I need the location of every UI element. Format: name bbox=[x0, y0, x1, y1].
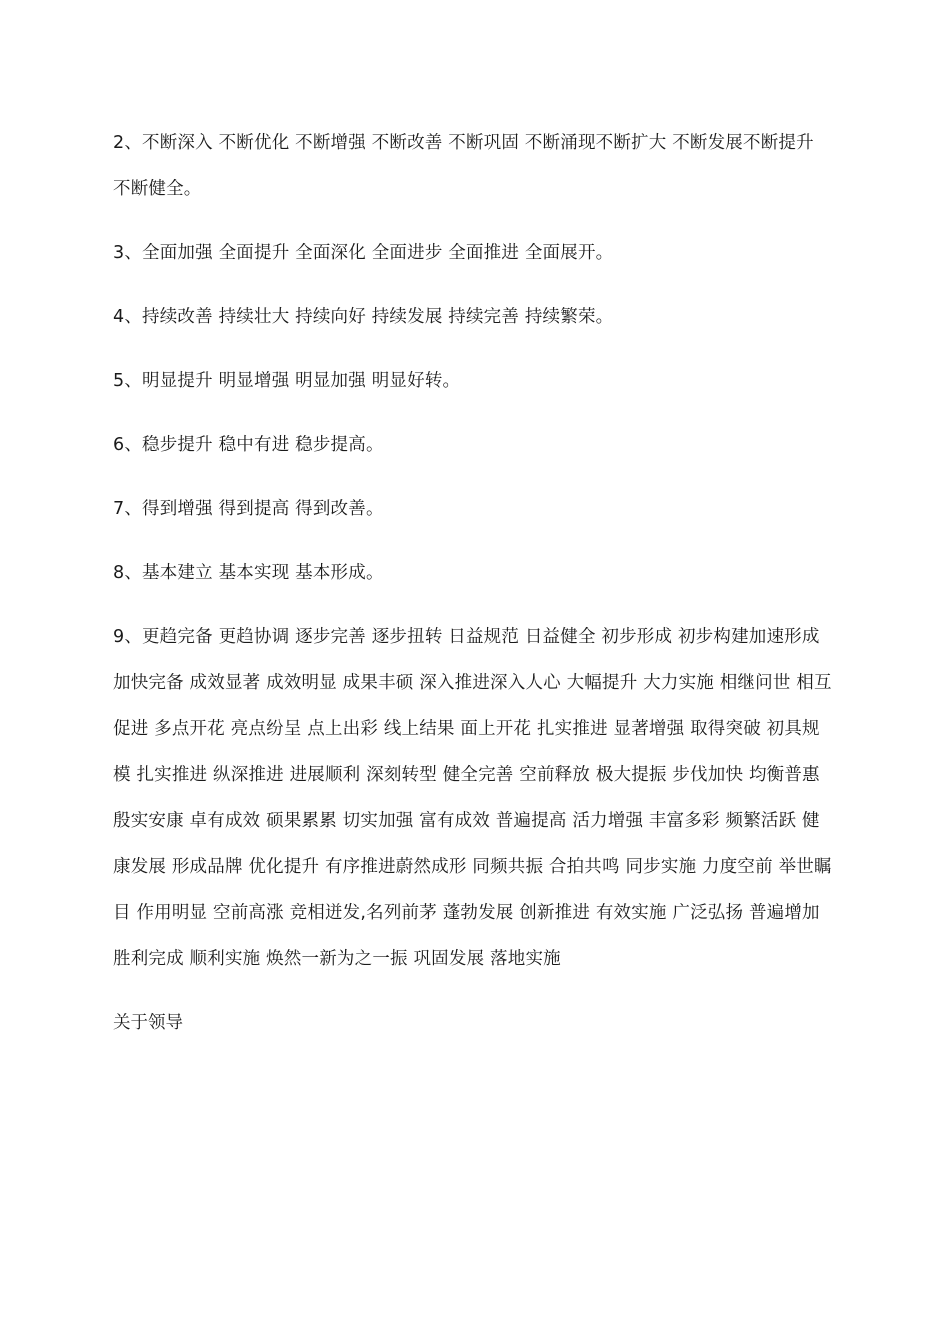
list-item-7: 7、得到增强 得到提高 得到改善。 bbox=[113, 499, 384, 519]
list-item-5: 5、明显提升 明显增强 明显加强 明显好转。 bbox=[113, 371, 461, 391]
list-item-3: 3、全面加强 全面提升 全面深化 全面进步 全面推进 全面展开。 bbox=[113, 243, 614, 263]
document-page bbox=[113, 120, 833, 1046]
section-heading: 关于领导 bbox=[113, 1013, 183, 1033]
list-item-8: 8、基本建立 基本实现 基本形成。 bbox=[113, 563, 384, 583]
list-item-2: 2、不断深入 不断优化 不断增强 不断改善 不断巩固 不断涌现不断扩大 不断发展不断提升 不断健全。 bbox=[113, 133, 814, 199]
list-item-4: 4、持续改善 持续壮大 持续向好 持续发展 持续完善 持续繁荣。 bbox=[113, 307, 614, 327]
list-item-6: 6、稳步提升 稳中有进 稳步提高。 bbox=[113, 435, 384, 455]
list-item-9: 9、更趋完备 更趋协调 逐步完善 逐步扭转 日益规范 日益健全 初步形成 初步构建加速形成 加快完备 成效显著 成效明显 成果丰硕 深入推进深入人心 大幅提升 大力实施 相继问世 相互促进 多点开花 亮点纷呈 点上出彩 线上结果 面上开花 扎实推进 显著增强 取得突破 初具规模 扎实推进 纵深推进 进展顺利 深刻转型 健全完善 空前释放 极大提振 步伐加快 均衡普惠 殷实安康 卓有成效 硕果累累 切实加强 富有成效 普遍提高 活力增强 丰富多彩 频繁活跃 健康发展 形成品牌 优化提升 有序推进蔚然成形 同频共振 合拍共鸣 同步实施 力度空前 举世瞩目 作用明显 空前高涨 竞相迸发,名列前茅 蓬勃发展 创新推进 有效实施 广泛弘扬 普遍增加 胜利完成 顺利实施 焕然一新为之一振 巩固发展 落地实施 bbox=[113, 627, 832, 969]
